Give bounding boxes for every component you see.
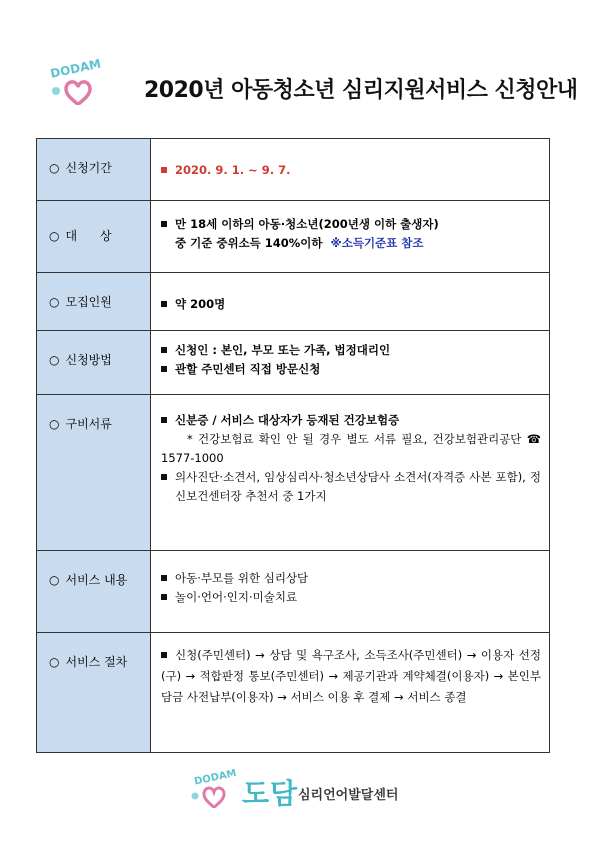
logo-text: DODAM <box>49 56 103 81</box>
row-content: 약 200명 <box>151 273 550 331</box>
row-label: ○ 신청방법 <box>37 331 151 395</box>
table-row-capacity <box>37 273 550 331</box>
row-label: ○ 구비서류 <box>37 395 151 551</box>
bullet-icon <box>161 301 167 307</box>
row-content: 신청인 : 본인, 부모 또는 가족, 법정대리인 관할 주민센터 직접 방문신청 <box>151 331 550 395</box>
period-value: 2020. 9. 1. ~ 9. 7. <box>175 163 291 177</box>
table-row-period <box>37 139 550 201</box>
bullet-icon <box>161 366 167 372</box>
page-title: 2020년 아동청소년 심리지원서비스 신청안내 <box>144 78 578 103</box>
bullet-icon <box>161 417 167 423</box>
table-row-services <box>37 551 550 633</box>
row-content: 만 18세 이하의 아동·청소년(200년생 이하 출생자) 중 기준 중위소득 140%이하 ※소득기준표 참조 <box>151 201 550 273</box>
logo-text: DODAM <box>193 768 238 788</box>
table-row-documents <box>37 395 550 551</box>
brand-subtitle: 심리언어발달센터 <box>298 788 399 803</box>
row-label: ○ 신청기간 <box>37 139 151 201</box>
row-label: ○ 대 상 <box>37 201 151 273</box>
row-label: ○ 서비스 내용 <box>37 551 151 633</box>
row-label: ○ 모집인원 <box>37 273 151 331</box>
header <box>40 55 578 115</box>
row-content: 신분증 / 서비스 대상자가 등재된 건강보험증 * 건강보험료 확인 안 될 경우 별도 서류 필요, 건강보험관리공단 ☎ 1577-1000 의사진단·소견서, 임상심리사·청소년상담사 소견서(자격증 사본 포함), 정신보건센터장 추천서 중 1가지 <box>151 395 550 551</box>
row-label: ○ 서비스 절차 <box>37 633 151 753</box>
bullet-icon <box>161 474 167 480</box>
brand-name: 도담 <box>242 777 299 810</box>
row-content: 아동·부모를 위한 심리상담 놀이·언어·인지·미술치료 <box>151 551 550 633</box>
row-content <box>151 139 550 201</box>
info-table <box>36 138 550 753</box>
bullet-icon <box>161 594 167 600</box>
income-table-note: ※소득기준표 참조 <box>330 236 424 250</box>
bullet-icon <box>161 347 167 353</box>
bullet-icon <box>161 575 167 581</box>
bullet-icon <box>161 167 167 173</box>
dodam-logo <box>44 55 106 111</box>
table-row-procedure <box>37 633 550 753</box>
row-content: 신청(주민센터) → 상담 및 욕구조사, 소득조사(주민센터) → 이용자 선정(구) → 적합판정 통보(주민센터) → 제공기관과 계약체결(이용자) → 본인부담금 사전납부(이용자) → 서비스 이용 후 결제 → 서비스 종결 <box>151 633 550 753</box>
footer-brand <box>186 768 416 812</box>
bullet-icon <box>161 652 167 658</box>
dodam-logo <box>186 768 238 810</box>
table-row-method <box>37 331 550 395</box>
bullet-icon <box>161 221 167 227</box>
table-row-target <box>37 201 550 273</box>
